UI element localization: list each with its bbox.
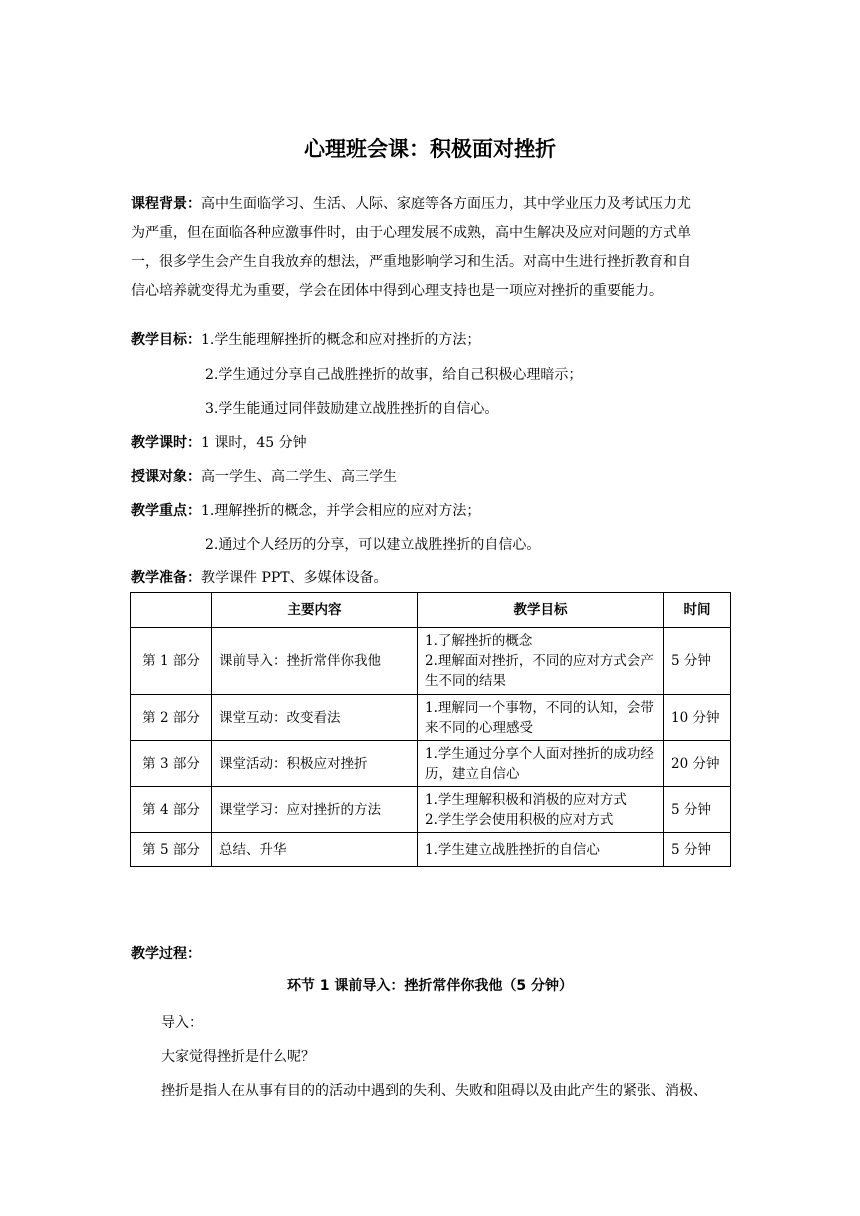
process-label: 教学过程： <box>131 946 201 962</box>
audience-label: 授课对象： <box>131 469 201 485</box>
content-cell: 课堂互动：改变看法 <box>212 695 418 741</box>
content-cell: 总结、升华 <box>212 833 418 867</box>
time-cell: 20 分钟 <box>664 741 731 787</box>
part-cell: 第 2 部分 <box>131 695 212 741</box>
background-line-2: 为严重，但在面临各种应激事件时，由于心理发展不成熟，高中生解决及应对问题的方式单 <box>131 225 691 241</box>
goal-cell: 1.理解同一个事物，不同的认知，会带来不同的心理感受 <box>418 695 664 741</box>
goal-line: 2.学生学会使用积极的应对方式 <box>425 811 614 828</box>
table-header-cell: 教学目标 <box>418 593 664 628</box>
focus-item: 1.理解挫折的概念，并学会相应的应对方法； <box>201 503 481 519</box>
goal-item: 1.学生能理解挫折的概念和应对挫折的方法； <box>201 332 481 348</box>
goal-cell: 1.学生建立战胜挫折的自信心 <box>418 833 664 867</box>
time-cell: 5 分钟 <box>664 833 731 867</box>
page-title: 心理班会课：积极面对挫折 <box>304 137 556 161</box>
focus-item: 2.通过个人经历的分享，可以建立战胜挫折的自信心。 <box>205 537 541 553</box>
hours-value: 1 课时，45 分钟 <box>201 435 307 451</box>
table-row <box>131 741 731 787</box>
time-cell: 5 分钟 <box>664 628 731 695</box>
table-header-cell: 主要内容 <box>212 593 418 628</box>
part-cell: 第 3 部分 <box>131 741 212 787</box>
table-row <box>131 628 731 695</box>
background-line-4: 信心培养就变得尤为重要，学会在团体中得到心理支持也是一项应对挫折的重要能力。 <box>131 283 663 299</box>
part-cell: 第 4 部分 <box>131 787 212 833</box>
step-1-title: 环节 1 课前导入：挫折常伴你我他（5 分钟） <box>286 978 574 994</box>
goal-cell: 1.学生通过分享个人面对挫折的成功经历，建立自信心 <box>418 741 664 787</box>
goal-item: 3.学生能通过同伴鼓励建立战胜挫折的自信心。 <box>205 401 499 417</box>
background-paragraph <box>131 190 731 306</box>
goal-cell <box>418 628 664 695</box>
part-cell: 第 5 部分 <box>131 833 212 867</box>
table-row <box>131 833 731 867</box>
background-label: 课程背景： <box>131 196 201 212</box>
intro-question: 大家觉得挫折是什么呢？ <box>161 1049 315 1065</box>
frustration-definition: 挫折是指人在从事有目的的活动中遇到的失利、失败和阻碍以及由此产生的紧张、消极、 <box>161 1083 707 1099</box>
time-cell: 10 分钟 <box>664 695 731 741</box>
audience-value: 高一学生、高二学生、高三学生 <box>201 469 397 485</box>
time-cell: 5 分钟 <box>664 787 731 833</box>
goal-cell <box>418 787 664 833</box>
goal-line: 1.学生理解积极和消极的应对方式 <box>425 791 627 808</box>
background-line-3: 一，很多学生会产生自我放弃的想法，严重地影响学习和生活。对高中生进行挫折教育和自 <box>131 254 691 270</box>
prep-value: 教学课件 PPT、多媒体设备。 <box>201 570 388 586</box>
table-row <box>131 695 731 741</box>
goal-line: 1.了解挫折的概念 <box>425 633 533 649</box>
intro-label: 导入： <box>161 1015 203 1031</box>
content-cell: 课堂学习：应对挫折的方法 <box>212 787 418 833</box>
prep-label: 教学准备： <box>131 570 201 586</box>
goals-label: 教学目标： <box>131 332 201 348</box>
hours-line <box>131 432 307 452</box>
focus-label: 教学重点： <box>131 503 201 519</box>
table-header-row <box>131 593 731 628</box>
audience-line <box>131 466 397 486</box>
table-row <box>131 787 731 833</box>
content-cell: 课堂活动：积极应对挫折 <box>212 741 418 787</box>
table-header-cell <box>131 593 212 628</box>
goal-item: 2.学生通过分享自己战胜挫折的故事，给自己积极心理暗示； <box>205 367 583 383</box>
part-cell: 第 1 部分 <box>131 628 212 695</box>
lesson-plan-table <box>130 592 731 867</box>
goal-line: 2.理解面对挫折，不同的应对方式会产生不同的结果 <box>425 653 654 689</box>
content-cell: 课前导入：挫折常伴你我他 <box>212 628 418 695</box>
table-header-cell: 时间 <box>664 593 731 628</box>
focus-line-1 <box>131 500 480 520</box>
prep-line <box>131 567 388 587</box>
goals-line-1 <box>131 329 480 349</box>
background-line-1: 高中生面临学习、生活、人际、家庭等各方面压力，其中学业压力及考试压力尤 <box>201 196 691 212</box>
hours-label: 教学课时： <box>131 435 201 451</box>
